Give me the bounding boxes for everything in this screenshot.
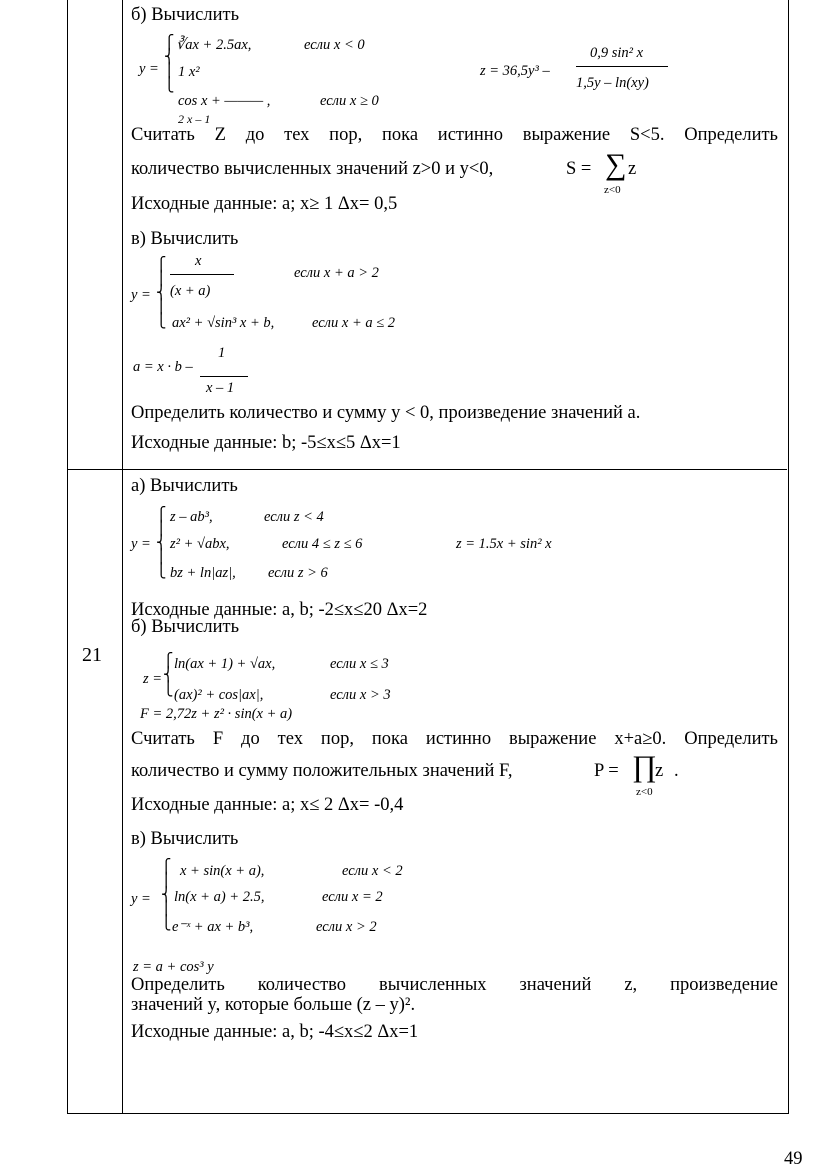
fraction-bar [576, 66, 668, 67]
page-number: 49 [784, 1149, 803, 1169]
product-icon: ∏ [632, 750, 657, 783]
formula-numerator: 0,9 sin² x [590, 45, 644, 61]
task-text: Определить количество и сумму y < 0, произведение значений a. [131, 403, 641, 423]
formula-line: ln(x + a) + 2.5, [174, 889, 265, 905]
task-text: количество вычисленных значений z>0 и y<0, [131, 159, 494, 179]
formula-line: (ax)² + cos|ax|, [174, 687, 264, 703]
formula-z-label: z = 36,5y³ – [480, 63, 550, 79]
formula-line: ln(ax + 1) + √ax, [174, 656, 276, 672]
initial-data: Исходные данные: a; x≤ 2 Δx= -0,4 [131, 795, 404, 815]
initial-data: Исходные данные: a, b; -2≤x≤20 Δx=2 [131, 600, 428, 620]
formula-condition: если x + a > 2 [294, 265, 379, 281]
brace-icon: ⎧ ⎪ ⎨ ⎪ ⎩ [156, 507, 167, 579]
heading-b-top: б) Вычислить [131, 5, 240, 25]
formula-condition: если x < 0 [304, 37, 365, 53]
sum-subscript: z<0 [604, 184, 621, 196]
heading-v-top: в) Вычислить [131, 229, 239, 249]
formula-line: 1 x² [178, 64, 200, 80]
product-dot: . [674, 761, 679, 781]
formula-y-label: y = [131, 536, 151, 552]
initial-data: Исходные данные: b; -5≤x≤5 Δx=1 [131, 433, 401, 453]
formula-condition: если z < 4 [264, 509, 324, 525]
formula-y-label: y = [131, 891, 151, 907]
task-text: Считать Z до тех пор, пока истинно выражение S<5. Определить [131, 125, 778, 145]
brace-icon: ⎧ ⎪ ⎨ ⎪ ⎩ [156, 257, 167, 329]
product-subscript: z<0 [636, 786, 653, 798]
fraction-bar [200, 376, 248, 377]
formula-line: cos x + ——— , [178, 93, 271, 109]
task-text: количество и сумму положительных значений F, [131, 761, 513, 781]
sum-variable: z [628, 159, 637, 179]
formula-line: z² + √abx, [170, 536, 230, 552]
formula-y-label: y = [139, 61, 159, 77]
task-text: Считать F до тех пор, пока истинно выражение x+a≥0. Определить [131, 729, 778, 749]
formula-condition: если 4 ≤ z ≤ 6 [282, 536, 363, 552]
brace-icon: ⎧ ⎨ ⎩ [163, 653, 174, 697]
formula-numerator: x [195, 253, 202, 269]
product-expression: P = [594, 761, 619, 781]
fraction-bar [170, 274, 234, 275]
formula-condition: если z > 6 [268, 565, 328, 581]
initial-data: Исходные данные: a, b; -4≤x≤2 Δx=1 [131, 1022, 419, 1042]
formula-denominator: x – 1 [206, 380, 235, 396]
formula-condition: если x > 3 [330, 687, 391, 703]
formula-line: x + sin(x + a), [180, 863, 265, 879]
sum-expression: S = [566, 159, 592, 179]
task-text: Определить количество вычисленных значений z, произведение [131, 975, 778, 995]
heading-a-21: а) Вычислить [131, 476, 238, 496]
formula-condition: если x < 2 [342, 863, 403, 879]
brace-icon: ⎧ ⎨ ⎪ ⎩ [164, 35, 175, 93]
formula-denominator: 2 x – 1 [178, 112, 211, 126]
formula-line: bz + ln|az|, [170, 565, 236, 581]
formula-denominator: 1,5y – ln(xy) [576, 75, 649, 91]
formula-z: z = a + cos³ y [133, 959, 214, 975]
sum-icon: ∑ [605, 148, 627, 181]
formula-y-label: y = [131, 287, 151, 303]
formula-line: z – ab³, [170, 509, 213, 525]
heading-v-21: в) Вычислить [131, 829, 239, 849]
formula-condition: если x > 2 [316, 919, 377, 935]
task-text: значений y, которые больше (z – y)². [131, 995, 416, 1015]
formula-denominator: (x + a) [170, 283, 211, 299]
table-column-divider [122, 0, 123, 1113]
formula-numerator: 1 [218, 345, 226, 361]
formula-z-label: z = [143, 671, 163, 687]
brace-icon: ⎧ ⎪ ⎨ ⎪ ⎩ [161, 859, 172, 931]
formula-f: F = 2,72z + z² · sin(x + a) [140, 706, 293, 722]
initial-data: Исходные данные: a; x≥ 1 Δx= 0,5 [131, 194, 398, 214]
formula-z: z = 1.5x + sin² x [456, 536, 552, 552]
formula-condition: если x + a ≤ 2 [312, 315, 396, 331]
heading-b-21: б) Вычислить [131, 617, 240, 637]
formula-condition: если x ≤ 3 [330, 656, 389, 672]
formula-a: a = x · b – [133, 359, 193, 375]
table-row-divider [67, 469, 787, 470]
formula-condition: если x = 2 [322, 889, 383, 905]
formula-line: e⁻ˣ + ax + b³, [172, 919, 254, 935]
formula-line: ∛ax + 2.5ax, [176, 37, 252, 53]
formula-condition: если x ≥ 0 [320, 93, 379, 109]
product-variable: z [655, 761, 664, 781]
formula-line: ax² + √sin³ x + b, [172, 315, 275, 331]
row-number: 21 [82, 644, 102, 666]
